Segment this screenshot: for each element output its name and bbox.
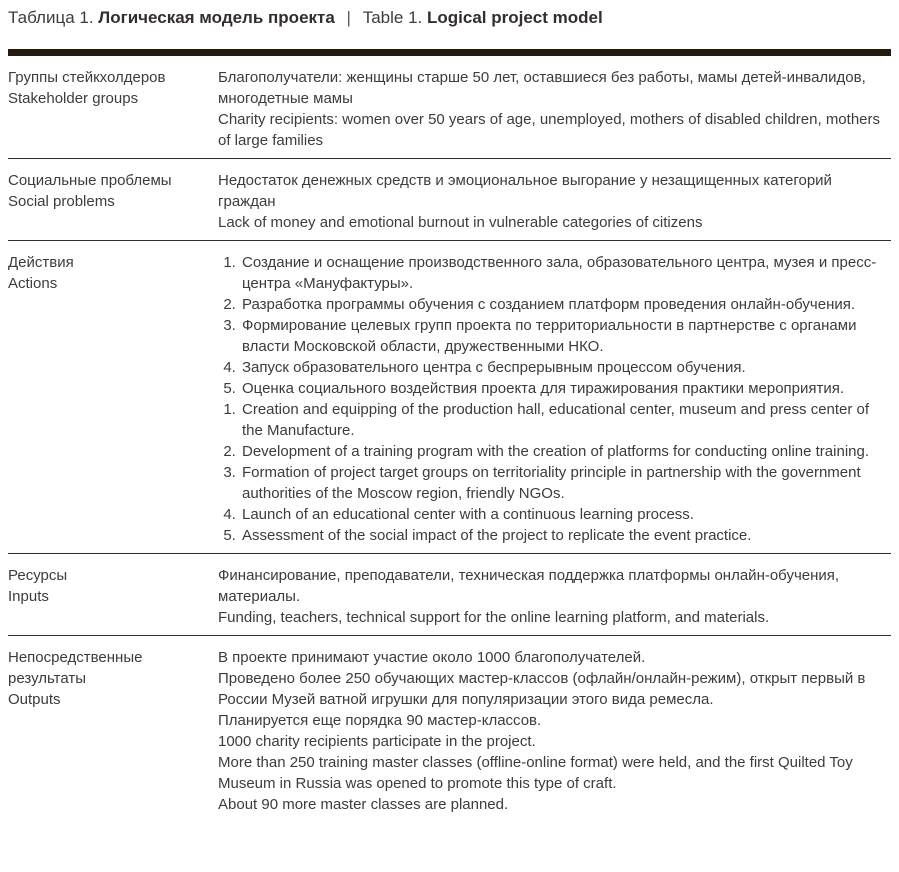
table-row-actions <box>8 241 891 554</box>
row-label-inputs <box>8 565 218 628</box>
action-item-en: 3. Formation of project target groups on territoriality principle in partnership with the government authorities of the Moscow region, friendly NGOs. <box>240 462 891 504</box>
paragraph-ru: Планируется еще порядка 90 мастер-классов. <box>218 712 542 729</box>
action-item-en: 1. Creation and equipping of the production hall, educational center, museum and press center of the Manufacture. <box>240 399 891 441</box>
row-label-outputs <box>8 647 218 815</box>
table-top-rule <box>8 49 891 56</box>
paragraph-ru: Финансирование, преподаватели, техническая поддержка платформы онлайн-обучения, материалы. <box>218 567 840 605</box>
paragraph-en: Lack of money and emotional burnout in vulnerable categories of citizens <box>218 214 703 231</box>
paragraph-ru: В проекте принимают участие около 1000 благополучателей. <box>218 649 646 666</box>
row-label-ru: Социальные проблемы <box>8 172 172 189</box>
table-row-stakeholder-groups <box>8 56 891 159</box>
logical-model-table <box>8 56 891 822</box>
row-label-ru: Ресурсы <box>8 567 68 584</box>
paragraph-ru: Недостаток денежных средств и эмоциональное выгорание у незащищенных категорий граждан <box>218 172 832 210</box>
action-item-ru: 4. Запуск образовательного центра с беспрерывным процессом обучения. <box>240 357 891 378</box>
row-label-en: Outputs <box>8 691 61 708</box>
paragraph-ru: Проведено более 250 обучающих мастер-классов (офлайн/онлайн-режим), открыт первый в России Музей ватной игрушки для популяризации этого вида ремесла. <box>218 670 866 708</box>
actions-list-en <box>218 399 891 546</box>
paragraph-en: About 90 more master classes are planned. <box>218 796 509 813</box>
table-row-inputs <box>8 554 891 636</box>
row-label-actions <box>8 252 218 546</box>
paragraph-en: Charity recipients: women over 50 years of age, unemployed, mothers of disabled children, mothers of large families <box>218 111 880 149</box>
paragraph-ru: Благополучатели: женщины старше 50 лет, оставшиеся без работы, мамы детей-инвалидов, многодетные мамы <box>218 69 866 107</box>
row-content-social-problems <box>218 170 891 233</box>
action-item-ru: 1. Создание и оснащение производственного зала, образовательного центра, музея и пресс-центра «Мануфактуры». <box>240 252 891 294</box>
row-label-social-problems <box>8 170 218 233</box>
action-item-ru: 5. Оценка социального воздействия проекта для тиражирования практики мероприятия. <box>240 378 891 399</box>
row-content-stakeholder-groups <box>218 67 891 151</box>
action-item-ru: 3. Формирование целевых групп проекта по территориальности в партнерстве с органами власти Московской области, дружественными НКО. <box>240 315 891 357</box>
row-label-en: Actions <box>8 275 58 292</box>
paragraph-en: 1000 charity recipients participate in the project. <box>218 733 536 750</box>
caption-ru-label: Таблица 1. <box>8 8 94 27</box>
row-label-en: Stakeholder groups <box>8 90 139 107</box>
table-row-social-problems <box>8 159 891 241</box>
row-content-inputs <box>218 565 891 628</box>
row-label-en: Social problems <box>8 193 115 210</box>
row-content-actions <box>218 252 891 546</box>
paragraph-en: More than 250 training master classes (offline-online format) were held, and the first Quilted Toy Museum in Russia was opened to promote this type of craft. <box>218 754 853 792</box>
action-item-en: 4. Launch of an educational center with a continuous learning process. <box>240 504 891 525</box>
row-label-en: Inputs <box>8 588 49 605</box>
caption-divider: | <box>346 8 351 27</box>
row-content-outputs <box>218 647 891 815</box>
caption-en-title: Logical project model <box>426 8 603 27</box>
table-row-outputs <box>8 636 891 822</box>
actions-list-ru <box>218 252 891 399</box>
action-item-en: 2. Development of a training program with the creation of platforms for conducting online training. <box>240 441 891 462</box>
row-label-ru: Действия <box>8 254 74 271</box>
paragraph-en: Funding, teachers, technical support for the online learning platform, and materials. <box>218 609 770 626</box>
row-label-ru: Непосредственные результаты <box>8 649 143 687</box>
action-item-en: 5. Assessment of the social impact of the project to replicate the event practice. <box>240 525 891 546</box>
row-label-ru: Группы стейкхолдеров <box>8 69 166 86</box>
caption-ru-title: Логическая модель проекта <box>98 8 335 27</box>
action-item-ru: 2. Разработка программы обучения с созданием платформ проведения онлайн-обучения. <box>240 294 891 315</box>
table-caption <box>8 0 891 30</box>
row-label-stakeholder-groups <box>8 67 218 151</box>
caption-en-label: Table 1. <box>362 8 423 27</box>
